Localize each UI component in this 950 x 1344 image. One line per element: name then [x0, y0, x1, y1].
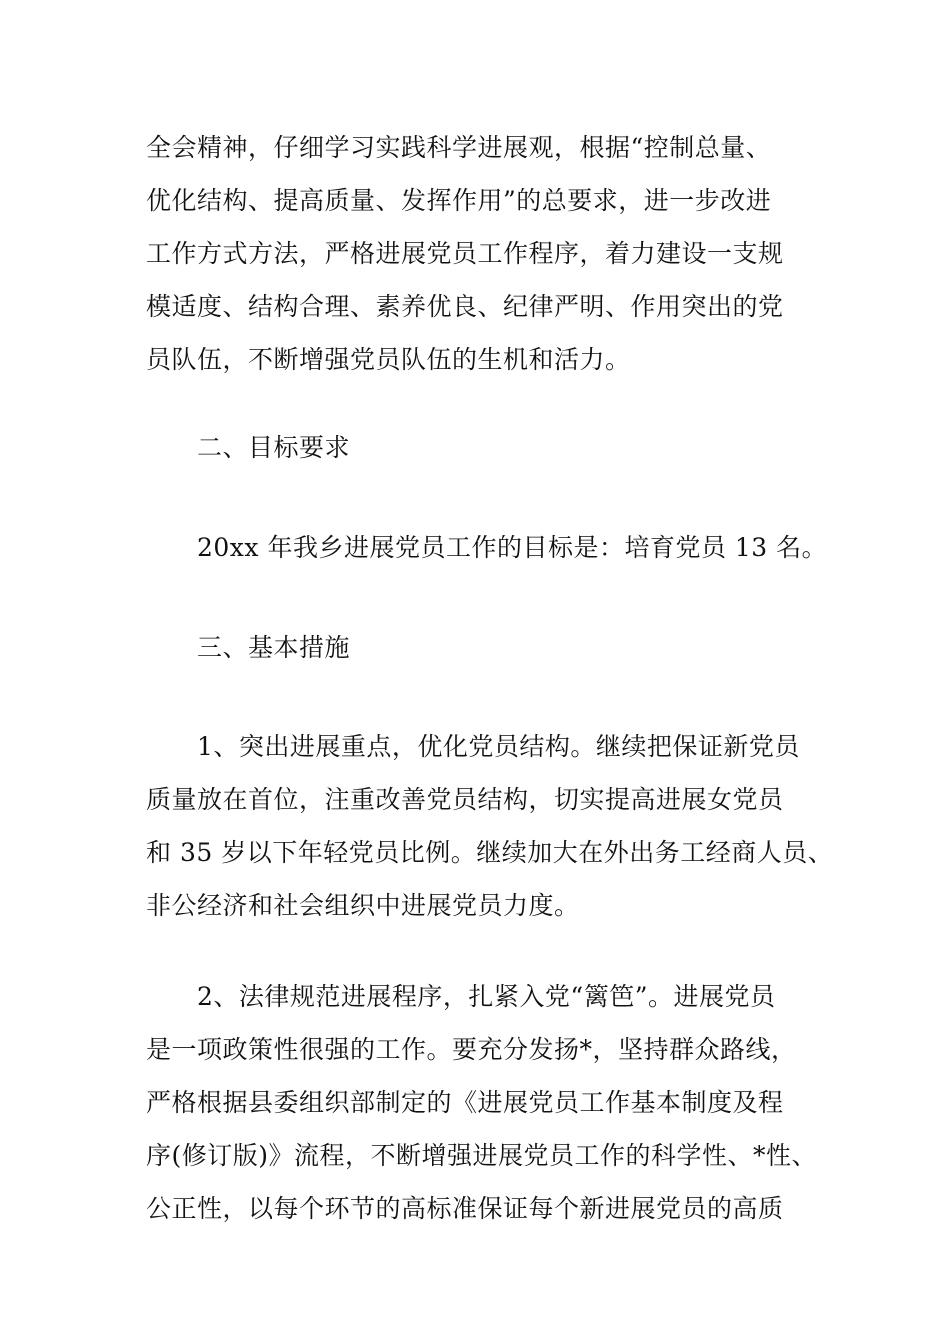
text-line: 工作方式方法，严格进展党员工作程序，着力建设一支规 [146, 239, 784, 268]
text-line: 20xx 年我乡进展党员工作的目标是：培育党员 13 名。 [146, 533, 828, 562]
text-line: 员队伍，不断增强党员队伍的生机和活力。 [146, 345, 631, 374]
heading-text: 二、目标要求 [146, 433, 351, 462]
text-line: 序(修订版)》流程，不断增强进展党员工作的科学性、*性、 [146, 1141, 818, 1170]
heading-text: 三、基本措施 [146, 633, 351, 662]
paragraph-measure-2 [146, 970, 826, 1235]
text-line: 2、法律规范进展程序，扎紧入党“篱笆”。进展党员 [146, 982, 776, 1011]
text-line: 优化结构、提高质量、发挥作用”的总要求，进一步改进 [146, 186, 772, 215]
text-line: 模适度、结构合理、素养优良、纪律严明、作用突出的党 [146, 292, 784, 321]
text-line: 质量放在首位，注重改善党员结构，切实提高进展女党员 [146, 785, 784, 814]
text-line: 全会精神，仔细学习实践科学进展观，根据“控制总量、 [146, 133, 772, 162]
text-line: 是一项政策性很强的工作。要充分发扬*，坚持群众路线， [146, 1035, 797, 1064]
text-line: 非公经济和社会组织中进展党员力度。 [146, 891, 580, 920]
paragraph-intro-continuation [146, 121, 826, 386]
text-line: 1、突出进展重点，优化党员结构。继续把保证新党员 [146, 732, 800, 761]
text-line: 和 35 岁以下年轻党员比例。继续加大在外出务工经商人员、 [146, 838, 834, 867]
section-heading-goals [146, 421, 826, 474]
paragraph-measure-1 [146, 720, 834, 932]
text-line: 公正性，以每个环节的高标准保证每个新进展党员的高质 [146, 1194, 784, 1223]
section-heading-measures [146, 621, 826, 674]
text-line: 严格根据县委组织部制定的《进展党员工作基本制度及程 [146, 1088, 784, 1117]
paragraph-goal-statement [146, 521, 826, 574]
